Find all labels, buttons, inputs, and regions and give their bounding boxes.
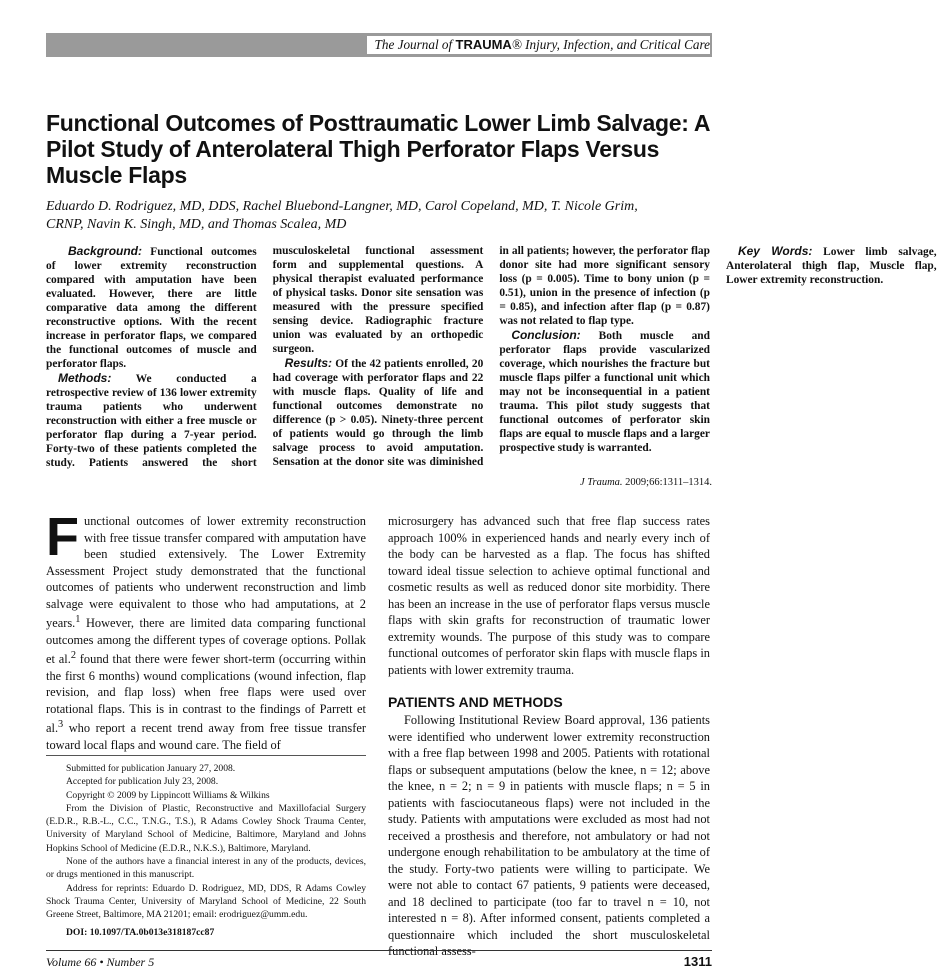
page-footer [46,950,712,971]
journal-title-prefix: The Journal of [374,37,453,52]
methods-paragraph: Following Institutional Review Board approval, 136 patients were identified who underwent lower extremity reconstruction with a free flap between 1998 and 2005. Patients with rotational flaps or subsequent amputations (below the knee, n = 12; above the knee, n = 2; n = 9 in patients with muscle flaps; n = 5 in patients with fasciocutaneous flaps) were not included in the study. Patients with amputations were excluded as most had not received a prosthesis and therefore, not ambulatory or had not undergone enough rehabilitation to be ambulatory at the time of the study. Forty-two patients were willing to participate. We were not able to contact 67 patients, 9 patients were deceased, and 18 declined to participate (too far to travel n = 10, not interested n = 8). After informed consent, patients completed a questionnaire which included the short musculoskeletal functional assess- [388,713,710,958]
abstract-results-text: Of the 42 patients enrolled, 20 had coverage with perforator flaps and 22 with muscle flaps. Quality of life and functional outcomes demonstrate no difference (p > 0.05). Ninety-three percent of patients would go through the limb salvage process to avoid amputation. Sensation at the donor site was diminished in all patients; however, the perforator flap donor site had more significant sensory loss (p = 0.005). Time to bony union (p = 0.51), union in the presence of infection (p = 0.85), and infection after flap (p = 0.87) was not related to flap type. [272,245,710,468]
intro-text-c: found that there were fewer short-term (occurring within the first 6 months) wound complications (wound infection, flap revision, and flap loss) when free flaps were used over rotational flaps. This is in contrast to the findings of Parrett et al. [46,652,366,736]
abstract-background [46,244,257,371]
abstract-results-label: Results: [284,356,332,370]
article-title: Functional Outcomes of Posttraumatic Lower Limb Salvage: A Pilot Study of Anterolateral Thigh Perforator Flaps Versus Muscle Flaps [46,110,710,188]
page-number: 1311 [683,954,712,969]
abstract-keywords-text: Lower limb salvage, Anterolateral thigh flap, Muscle flap, Lower extremity reconstruction. [725,246,937,286]
abstract-conclusion-label: Conclusion: [511,328,581,342]
footnote-reprints: Address for reprints: Eduardo D. Rodriguez, MD, DDS, R Adams Cowley Shock Trauma Center, University of Maryland School of Medicine, 22 South Greene Street, Baltimore, MA 21201; email: erodriguez@umm.edu. [46,882,366,921]
journal-title-trauma: TRAUMA [455,37,512,52]
abstract-methods-label: Methods: [58,371,112,385]
intro-paragraph [46,507,366,753]
intro-text-b: However, there are limited data comparing functional outcomes among the different types of coverage options. Pollak et al. [46,616,366,667]
body-column-right [388,513,710,960]
reference-2: 2 [70,650,76,662]
footnote-copyright: Copyright © 2009 by Lippincott Williams & Wilkins [66,789,270,801]
journal-title [367,36,710,54]
article-citation [580,476,712,489]
footnote-doi: DOI: 10.1097/TA.0b013e318187cc87 [66,926,215,938]
footnote-affiliation: From the Division of Plastic, Reconstructive and Maxillofacial Surgery (E.D.R., R.B.-L., C.C., T.N.G., T.S.), R Adams Cowley Shock Trauma Center, University of Maryland School of Medicine, Baltimore, Maryland and Johns Hopkins School of Medicine (E.D.R., N.K.S.), Baltimore, Maryland. [46,802,366,854]
drop-cap: F [46,507,79,567]
abstract-keywords-label: Key Words: [737,244,813,258]
journal-header-bar [46,33,712,57]
abstract-conclusion-text: Both muscle and perforator flaps provide vascularized coverage, which nourishes the fracture but muscle flaps pilfer a functional unit which may not be inconsequential in a patient trauma. This pilot study suggests that functional outcomes of perforator skin flaps are equal to muscle flaps and a larger prospective study is warranted. [499,330,710,454]
footnote-submitted: Submitted for publication January 27, 2008. [66,763,236,774]
footer-volume: Volume 66 • Number 5 [46,955,155,969]
article-authors: Eduardo D. Rodriguez, MD, DDS, Rachel Bluebond-Langner, MD, Carol Copeland, MD, T. Nicole Grim, CRNP, Navin K. Singh, MD, and Thomas Scalea, MD [46,199,638,232]
intro-text-d: who report a recent trend away from free tissue transfer toward local flaps and wound care. The field of [46,721,366,752]
reference-3: 3 [58,719,64,731]
footnotes [46,755,366,939]
footnote-accepted: Accepted for publication July 23, 2008. [66,776,219,788]
journal-title-suffix: ® Injury, Infection, and Critical Care [511,37,710,52]
section-heading-patients-methods: PATIENTS AND METHODS [388,694,563,710]
abstract-conclusion [499,328,710,455]
abstract-methods-text: We conducted a retrospective review of 136 lower extremity trauma patients who underwent reconstruction with either a free muscle or perforator flap during a 7-year period. Forty-two of these patients completed the study. Patients answered the short musculoskeletal functional assessment form and supplemental questions. A physical therapist evaluated performance of physical tasks. Donor site sensation was measured with the pressure specified sensing device. Radiographic fracture union was evaluated by an orthopedic surgeon. [46,245,484,469]
abstract-keywords [726,244,937,287]
citation-ref: 2009;66:1311–1314. [625,477,712,488]
abstract [46,244,937,478]
abstract-background-text: Functional outcomes of lower extremity reconstruction compared with amputation have been evaluated. However, there are little comparative data among the different reconstructive options. With the recent increase in perforator flaps, we compared the functional outcomes of muscle and perforator flaps. [46,246,257,370]
footnote-interest: None of the authors have a financial interest in any of the products, devices, or drugs mentioned in this manuscript. [46,856,366,881]
abstract-background-label: Background: [68,244,143,258]
body-column-left [46,507,366,753]
intro-text: unctional outcomes of lower extremity reconstruction with free tissue transfer compared with amputation have been studied extensively. The Lower Extremity Assessment Project study demonstrated that the functional outcomes of patients who underwent reconstruction and limb salvage were equivalent to those who had amputations, at 2 years. [46,514,366,631]
reference-1: 1 [75,614,81,625]
intro-paragraph-continued: microsurgery has advanced such that free flap success rates approach 100% in experienced hands and nearly every inch of the body can be harvested as a flap. The focus has shifted toward ideal tissue selection to achieve optimal functional and cosmetic results as well as reduced donor site morbidity. There has been an increase in the use of perforator flaps versus muscle flaps with skin grafts for reconstruction of traumatic lower extremity wounds. The purpose of this study was to compare functional outcomes of perforator skin flaps with muscle flaps in patients with lower extremity trauma. [388,514,710,677]
citation-journal: J Trauma. [579,477,623,488]
